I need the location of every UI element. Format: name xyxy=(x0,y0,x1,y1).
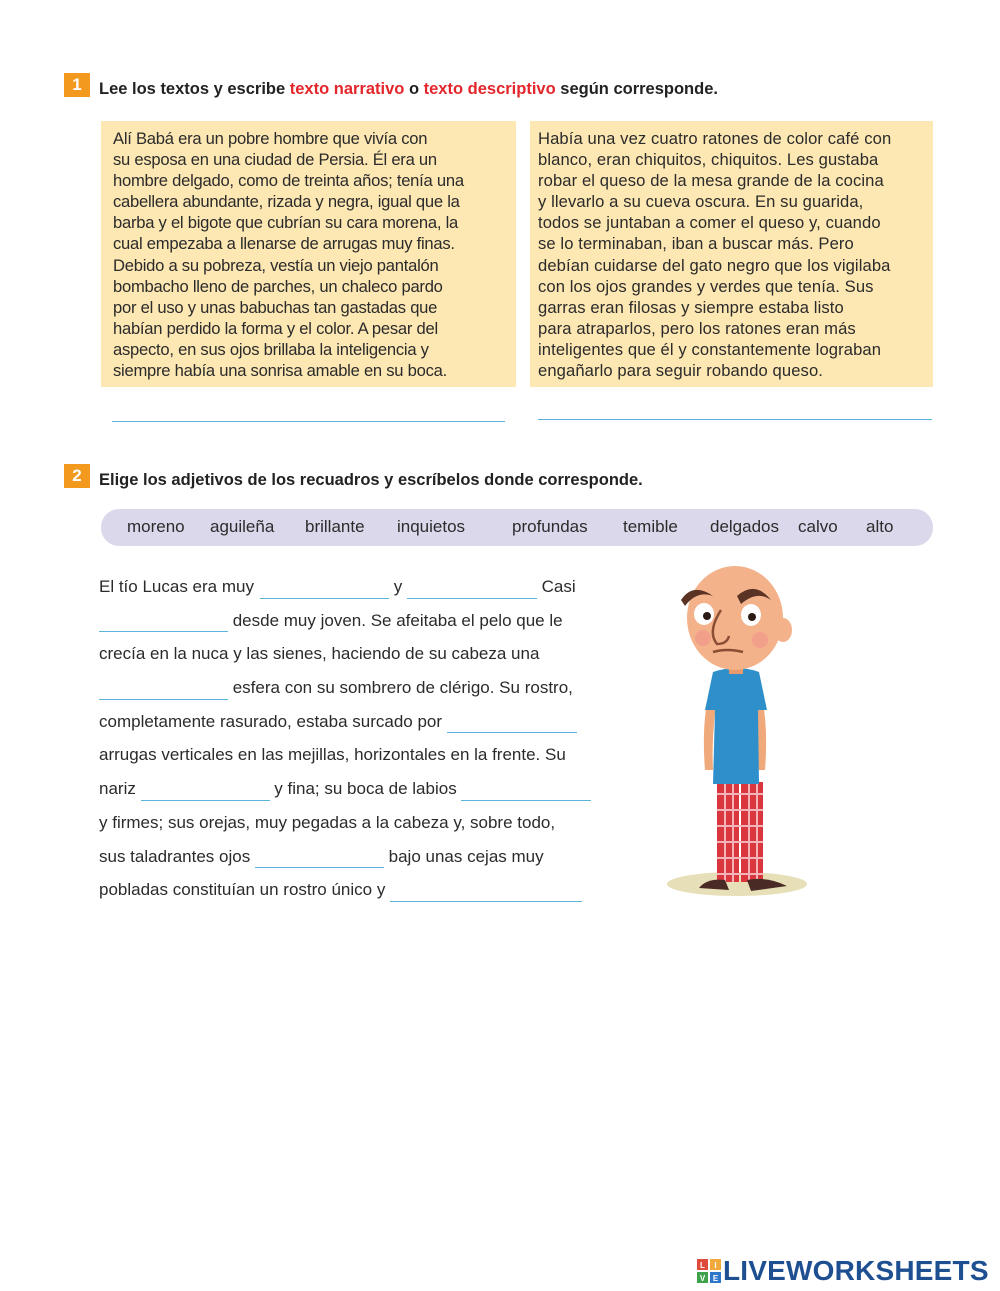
bald-man-illustration xyxy=(655,560,820,900)
paragraph-line-3 xyxy=(99,637,619,671)
paragraph-line-4 xyxy=(99,671,619,705)
text-segment: completamente rasurado, estaba surcado por xyxy=(99,711,447,731)
word-chip-delgados[interactable]: delgados xyxy=(710,517,780,536)
text-segment: nariz xyxy=(99,779,141,799)
paragraph-line-5 xyxy=(99,705,619,739)
text-segment: pobladas constituían un rostro único y xyxy=(99,880,391,900)
word-chip-calvo[interactable]: calvo xyxy=(798,517,838,536)
text-segment: bajo unas cejas muy xyxy=(383,846,544,866)
svg-text:E: E xyxy=(712,1274,719,1283)
section-2-number-badge: 2 xyxy=(64,464,90,488)
text-segment: crecía en la nuca y las sienes, haciendo de su cabeza una xyxy=(99,644,540,664)
liveworksheets-logo-icon xyxy=(697,1259,721,1283)
text-segment: El tío Lucas era muy xyxy=(99,577,254,596)
instruction-highlight-narrativo: texto narrativo xyxy=(289,80,405,98)
text-segment: y xyxy=(388,577,407,596)
text-box-ratones xyxy=(530,121,933,387)
text-ali-baba: Alí Babá era un pobre hombre que vivía con su esposa en una ciudad de Persia. Él era un hombre delgado, como de treinta años; tenía una cabellera abundante, rizada y negra, igual que la barba y el bigote que cubrían su cara morena, la cual empezaba a llenarse de arrugas muy finas. Debido a su pobreza, vestía un viejo pantalón bombacho lleno de parches, un chaleco pardo por el uso y unas babuchas tan gastadas que habían perdido la forma y el color. A pesar del aspecto, en sus ojos brillaba la inteligencia y siempre había una sonrisa amable en su boca. xyxy=(113,129,464,381)
paragraph-line-2 xyxy=(99,604,619,638)
instruction-text-pre: Lee los textos y escribe xyxy=(99,80,290,98)
section-2-instruction: Elige los adjetivos de los recuadros y escríbelos donde corresponde. xyxy=(99,471,643,489)
text-segment: desde muy joven. Se afeitaba el pelo que le xyxy=(228,610,563,630)
word-chip-brillante[interactable]: brillante xyxy=(305,517,365,536)
text-segment: esfera con su sombrero de clérigo. Su rostro, xyxy=(228,678,573,698)
text-segment: y fina; su boca de labios xyxy=(269,779,462,799)
blank-input-8[interactable] xyxy=(255,848,384,868)
svg-text:I: I xyxy=(714,1261,717,1270)
text-ratones: Había una vez cuatro ratones de color café con blanco, eran chiquitos, chiquitos. Les gustaba robar el queso de la mesa grande de la cocina y llevarlo a su cueva oscura. En su guarida, todos se juntaban a comer el queso y, cuando se lo terminaban, iban a buscar más. Pero debían cuidarse del gato negro que los vigilaba con los ojos grandes y verdes que tenía. Sus garras eran filosas y siempre estaba listo para atraparlos, pero los ratones eran más inteligentes que él y constantemente lograban engañarlo para seguir robando queso. xyxy=(538,129,892,381)
text-box-ali-baba xyxy=(101,121,516,387)
paragraph-line-10 xyxy=(99,873,619,907)
text-segment: sus taladrantes ojos xyxy=(99,846,255,866)
svg-text:V: V xyxy=(699,1274,706,1283)
instruction-text-post: según corresponde. xyxy=(555,80,718,98)
paragraph-line-1 xyxy=(99,570,619,604)
word-chip-aguilena[interactable]: aguileña xyxy=(210,517,275,536)
blank-input-4[interactable] xyxy=(99,680,228,700)
blank-input-9[interactable] xyxy=(390,882,582,902)
liveworksheets-logo-text: LIVEWORKSHEETS xyxy=(723,1255,989,1286)
word-chip-moreno[interactable]: moreno xyxy=(127,517,185,536)
paragraph-tio-lucas xyxy=(99,570,619,907)
blank-input-5[interactable] xyxy=(447,713,577,733)
word-chip-profundas[interactable]: profundas xyxy=(512,517,588,536)
blank-input-6[interactable] xyxy=(141,781,270,801)
blank-input-3[interactable] xyxy=(99,612,228,632)
text-segment: arrugas verticales en las mejillas, horizontales en la frente. Su xyxy=(99,745,566,765)
section-1-instruction xyxy=(99,80,718,99)
blank-input-1[interactable] xyxy=(260,579,389,599)
word-bank xyxy=(101,509,933,546)
word-chip-temible[interactable]: temible xyxy=(623,517,678,536)
instruction-highlight-descriptivo: texto descriptivo xyxy=(423,80,556,98)
svg-text:L: L xyxy=(700,1261,705,1270)
text-segment: y firmes; sus orejas, muy pegadas a la cabeza y, sobre todo, xyxy=(99,812,556,832)
instruction-text-mid: o xyxy=(404,80,424,98)
paragraph-line-6 xyxy=(99,738,619,772)
section-1-number-badge: 1 xyxy=(64,73,90,97)
blank-input-7[interactable] xyxy=(461,781,591,801)
liveworksheets-logo xyxy=(697,1256,989,1286)
word-chip-inquietos[interactable]: inquietos xyxy=(397,517,466,536)
text-segment: Casi xyxy=(536,577,576,596)
paragraph-line-8 xyxy=(99,806,619,840)
paragraph-line-9 xyxy=(99,840,619,874)
paragraph-line-7 xyxy=(99,772,619,806)
answer-input-text-1[interactable] xyxy=(112,398,505,422)
word-chip-alto[interactable]: alto xyxy=(866,517,894,536)
answer-input-text-2[interactable] xyxy=(538,396,932,420)
blank-input-2[interactable] xyxy=(407,579,537,599)
checkered-pants xyxy=(717,782,763,882)
